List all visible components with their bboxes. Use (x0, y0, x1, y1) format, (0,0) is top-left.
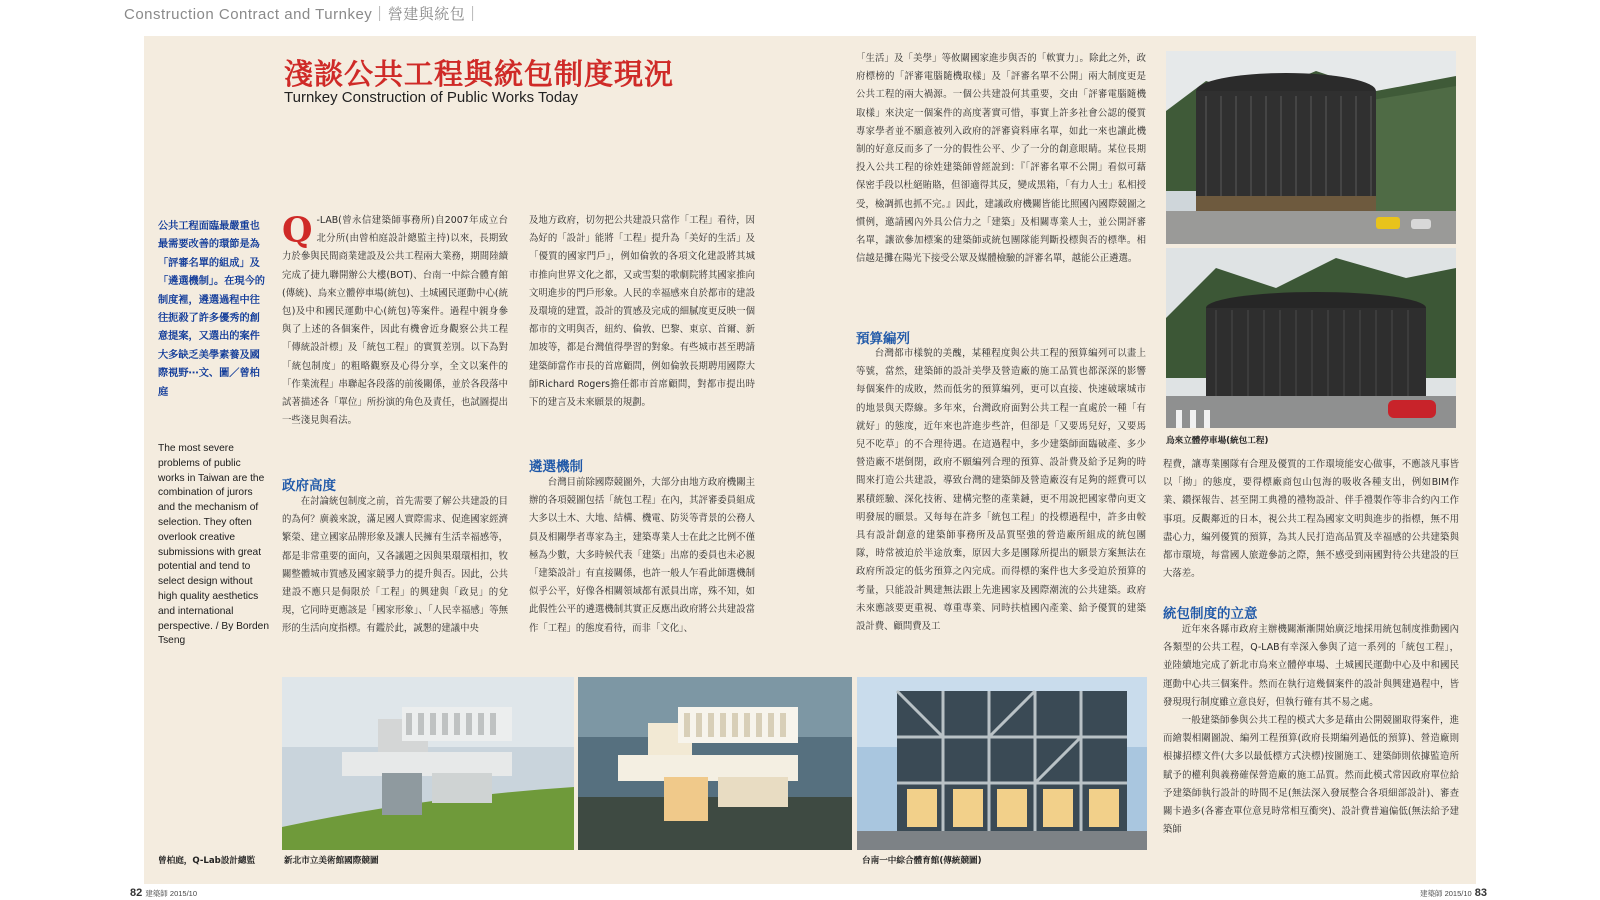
paragraph: 在討論統包制度之前，首先需要了解公共建設的目的為何？廣義來說，滿足國人實際需求、促進國家經濟繁榮、建立國家品牌形象及讓人民擁有生活幸福感等，都是非常重要的面向，又各議題之因與果環環相扣，牧關整體城市質感及國家競爭力的提升與否。因此，公共建設不應只是侷限於「工程」的興建與「政見」的兌現，它同時更應該是「國家形象」、「人民幸福感」等無形的生活向度指標。有鑑於此，誠懇的建議中央 (282, 496, 508, 635)
intro-zh: 公共工程面臨最嚴重也最需要改善的環節是為「評審名單的組成」及「遴選機制」。在現今的制度裡，遴選過程中往往扼殺了許多優秀的創意提案，又選出的案件大多缺乏美學素養及國際視野⋯文、圖／曾柏庭 (158, 221, 265, 398)
body-column-1 (282, 212, 508, 456)
museum-render-night (578, 677, 852, 850)
body-column-2 (529, 212, 755, 430)
drop-cap: Q (282, 212, 313, 251)
section-heading-selection: 遴選機制 (529, 459, 583, 475)
page-number-right: 83 (1474, 887, 1488, 899)
paragraph: 程費，讓專業團隊有合理及優質的工作環境能安心做事，不應該凡事皆以「拗」的態度，要得標廠商包山包海的吸收各種支出，例如BIM作業、鑽探報告、甚至開工典禮的禮物設計、伴手禮製作等非合約內工作事項。反觀鄰近的日本，視公共工程為國家文明與進步的指標，無不用盡心力，編列優質的預算，為其人民打造高品質及幸福感的公共建築與都市環境，每當國人旅遊參訪之際，無不感受到兩國對待公共建設的巨大落差。 (1163, 459, 1459, 580)
caption-portrait: 曾柏庭，Q-Lab設計總監 (158, 856, 256, 866)
caption-parking: 烏來立體停車場(統包工程) (1166, 436, 1269, 446)
paragraph: -LAB(曾永信建築師事務所)自2007年成立台北分所(由曾柏庭設計總監主持)以來，長期致力於參與民間商業建設及公共工程兩大業務，期間陸續完成了捷九聯開辦公大樓(BOT)、台南一中綜合體育館(傳統)、烏來立體停車場(統包)、土城國民運動中心(統包)及中和國民運動中心(統包)等案件。過程中親身參與了上述的各個案件，因此有機會近身觀察公共工程「傳統設計標」及「統包工程」的實質差別。以下為對「統包制度」的粗略觀察及心得分享，全文以案件的「作業流程」串聯起各段落的前後關係，並於各段落中試著描述各「單位」所扮演的角色及責任，也試圖提出一些淺見與看法。 (282, 215, 508, 427)
paragraph: 一般建築師參與公共工程的模式大多是藉由公開競圖取得案件，進而繪製相關圖說、編列工程預算(政府長期編列過低的預算)、營造廠則根據招標文件(大多以最低標方式決標)按圖施工、建築師則依據監造所賦予的權利與義務確保營造廠的施工品質。然而此模式常因政府單位給予建築師執行設計的時間不足(無法深入發展整合各項細部設計)、審查關卡過多(各審查單位意見時常相互衝突)、設計費普遍偏低(無法給予建築師 (1163, 715, 1459, 836)
body-column-4-cont (1163, 621, 1459, 867)
body-column-3 (856, 50, 1146, 304)
page-number-left: 82 (130, 887, 143, 899)
section-heading-turnkey-intent: 統包制度的立意 (1163, 606, 1258, 622)
section-heading-budget: 預算編列 (856, 331, 910, 347)
paragraph: 台灣目前除國際競圖外，大部分由地方政府機關主辦的各項競圖包括「統包工程」在內，其評審委員組成大多以土木、大地、結構、機電、防災等背景的公務人員及相關學者專家為主，建築專業人士在此之比例不僅極為少數，大多時候代表「建築」出席的委員也未必親「建築設計」有直接關係，也許一般人乍看此師選機制似乎公平，好像各相關領域都有派員出席，殊不知，如此假性公平的遴選機制其實正反應出政府將公共建設當作「工程」的態度看待，而非「文化」、 (529, 477, 755, 634)
paragraph: 「生活」及「美學」等攸關國家進步與否的「軟實力」。除此之外，政府標榜的「評審電腦隨機取樣」及「評審名單不公開」兩大制度更是公共工程的兩大禍源。一個公共建設何其重要，交由「評審電腦隨機取樣」來決定一個案件的高度著實可惜，事實上許多社會公認的優質專家學者並不願意被列入政府的評審資料庫名單，如此一來也讓此機制的好意反而多了一分的假性公平、少了一分的創意眼睛。某位長期投入公共工程的徐姓建築師曾經說到：『「評審名單不公開」看似可藉保密手段以杜絕賄賂，但卻適得其反，變成黑箱，「有力人士」私相授受，檢調抓也抓不完。』因此，建議政府機關皆能比照國內國際競圖之慣例，邀請國內外具公信力之「建築」及相關專業人士，並公開評審名單，讓欲參加標案的建築師或統包團隊能判斷投標與否的標準。相信越是攤在陽光下接受公眾及媒體檢驗的評審名單，越能公正遴選。 (856, 53, 1146, 265)
magazine-name-left: 建築師 2015/10 (145, 889, 198, 898)
article-title-en: Turnkey Construction of Public Works Today (284, 89, 579, 106)
folio-left (130, 887, 197, 899)
running-header: Construction Contract and Turnkey｜營建與統包｜ (124, 6, 481, 23)
gym-photo (857, 677, 1147, 850)
intro-en: The most severe problems of public works in Taiwan are the combination of jurors and the mechanism of selection. They often overlook creative submissions with great potential and tend to select design without high quality aesthetics and international perspective. / By Borden Tseng (158, 443, 269, 647)
paragraph: 近年來各縣市政府主辦機關漸漸開始廣泛地採用統包制度推動國內各類型的公共工程，Q-LAB有幸深入參與了這一系列的「統包工程」，並陸續地完成了新北市烏來立體停車場、土城國民運動中心及中和國民運動中心共三個案件。然而在執行這幾個案件的設計與興建過程中，皆發現現行制度雖立意良好，但執行確有其不易之處。 (1163, 624, 1459, 708)
body-column-3-cont (856, 345, 1146, 655)
folio-right (1420, 887, 1487, 899)
parking-photo-1 (1166, 51, 1456, 244)
body-column-4 (1163, 456, 1459, 584)
body-column-1-cont (282, 493, 508, 657)
paragraph: 台灣都市樣貌的美醜，某種程度與公共工程的預算編列可以畫上等號，當然，建築師的設計美學及營造廠的施工品質也都深深的影響每個案件的成敗，然而低劣的預算編列，更可以直接、快速破壞城市的地景與天際線。多年來，台灣政府面對公共工程一直處於一種「有就好」的態度，近年來也許進步些許，但卻是「又要馬兒好，又要馬兒不吃草」的不合理待遇。在這過程中，多少建築師面臨破產、多少營造廠不堪倒閉，政府不願編列合理的預算、設計費及給予足夠的時間來打造公共建設，導致台灣的建築師及營造廠沒有足夠的經費可以累積經驗、深化技術、建構完整的產業鏈，更不用說把國家帶向更文明發展的願景。又每每在許多「統包工程」的投標過程中，許多由較具有設計創意的建築師事務所及品質堅強的營造廠所組成的統包團隊，時常被迫於半途放棄，原因大多是團隊所提出的願景方案無法在政府所設定的低劣預算之內完成。而得標的案件也大多受迫於預算的考量，只能設計興建無法跟上先進國家及國際潮流的公共建築。政府未來應該要更重視、尊重專業、同時扶植國內產業、給予優質的建築設計費、顧問費及工 (856, 348, 1146, 633)
caption-gym: 台南一中綜合體育館(傳統競圖) (862, 856, 982, 866)
article-title-zh: 淺談公共工程與統包制度現況 (284, 57, 675, 91)
body-column-2-cont (529, 474, 755, 656)
parking-photo-2 (1166, 248, 1456, 428)
caption-museum: 新北市立美術館國際競圖 (284, 856, 379, 866)
museum-render-day (282, 677, 574, 850)
section-heading-government: 政府高度 (282, 478, 336, 494)
magazine-name-right: 建築師 2015/10 (1420, 889, 1472, 898)
paragraph: 及地方政府，切勿把公共建設只當作「工程」看待，因為好的「設計」能將「工程」提升為「美好的生活」及「優質的國家門戶」，例如倫敦的各項文化建設將其城市推向世界文化之都，又或雪梨的歌劇院將其國家推向文明進步的門戶形象。人民的幸福感來自於都市的建設及環境的建置，設計的質感及完成的細膩度更反映一個都市的文明與否，紐約、倫敦、巴黎、東京、首爾、新加坡等，都是台灣值得學習的對象。有些城市甚至聘請建築師當作市長的首席顧問，例如倫敦長期聘用國際大師Richard Rogers擔任都市首席顧問，對都市提出時下的建言及未來願景的規劃。 (529, 215, 755, 409)
